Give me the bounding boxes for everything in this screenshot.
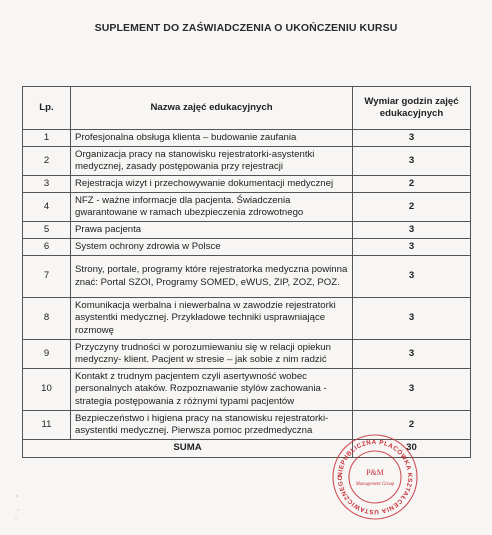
document-title: SUPLEMENT DO ZAŚWIADCZENIA O UKOŃCZENIU KURSU xyxy=(94,22,398,34)
course-name: Organizacja pracy na stanowisku rejestratorki-asystentki medycznej, zasady postępowania przy rejestracji xyxy=(71,147,353,176)
table-header-row xyxy=(23,87,471,130)
course-hours: 2 xyxy=(353,193,471,222)
stamp-center-subtitle: Management Group xyxy=(355,482,395,487)
course-hours: 3 xyxy=(353,222,471,239)
summary-value: 30 xyxy=(353,440,471,458)
course-hours: 3 xyxy=(353,298,471,340)
table-row xyxy=(23,176,471,193)
course-hours: 2 xyxy=(353,411,471,440)
row-number: 8 xyxy=(23,298,71,340)
course-name: Bezpieczeństwo i higiena pracy na stanowisku rejestratorki-asystentki medycznej. Pierwsza pomoc przedmedyczna xyxy=(71,411,353,440)
row-number: 6 xyxy=(23,239,71,256)
header-hours: Wymiar godzin zajęć edukacyjnych xyxy=(353,87,471,130)
course-hours: 3 xyxy=(353,369,471,411)
row-number: 11 xyxy=(23,411,71,440)
course-name: Kontakt z trudnym pacjentem czyli asertywność wobec personalnych ataków. Rozpoznawanie stylów zachowania - strategia postępowania z różnymi typami pacjentów xyxy=(71,369,353,411)
course-hours: 3 xyxy=(353,239,471,256)
course-name: Prawa pacjenta xyxy=(71,222,353,239)
table-row xyxy=(23,130,471,147)
table-row xyxy=(23,298,471,340)
header-lp: Lp. xyxy=(23,87,71,130)
course-name: Komunikacja werbalna i niewerbalna w zawodzie rejestratorki asystentki medycznej. Przykładowe techniki usprawniające rozmowę xyxy=(71,298,353,340)
row-number: 9 xyxy=(23,340,71,369)
courses-table xyxy=(22,86,471,458)
stamp-center-logo: P&M xyxy=(366,468,384,477)
stamp-inner-ring xyxy=(349,451,401,503)
table-row xyxy=(23,256,471,298)
scan-specks xyxy=(14,492,34,522)
course-hours: 2 xyxy=(353,176,471,193)
summary-label: SUMA xyxy=(23,440,353,458)
stamp-outer-ring xyxy=(333,435,417,519)
course-name: NFZ - ważne informacje dla pacjenta. Świadczenia gwarantowane w ramach ubezpieczenia zdrowotnego xyxy=(71,193,353,222)
row-number: 3 xyxy=(23,176,71,193)
course-name: Profesjonalna obsługa klienta – budowanie zaufania xyxy=(71,130,353,147)
table-row xyxy=(23,239,471,256)
course-hours: 3 xyxy=(353,130,471,147)
course-name: Rejestracja wizyt i przechowywanie dokumentacji medycznej xyxy=(71,176,353,193)
table-row xyxy=(23,222,471,239)
row-number: 10 xyxy=(23,369,71,411)
stamp-ring-text: NIEPUBLICZNA PLACÓWKA KSZTAŁCENIA USTAWICZNEGO xyxy=(336,438,414,516)
course-name: Przyczyny trudności w porozumiewaniu się w relacji opiekun medyczny- klient. Pacjent w stresie – jak sobie z nim radzić xyxy=(71,340,353,369)
row-number: 5 xyxy=(23,222,71,239)
institution-stamp xyxy=(330,432,420,522)
row-number: 1 xyxy=(23,130,71,147)
header-course-name: Nazwa zajęć edukacyjnych xyxy=(71,87,353,130)
course-hours: 3 xyxy=(353,256,471,298)
course-name: System ochrony zdrowia w Polsce xyxy=(71,239,353,256)
row-number: 2 xyxy=(23,147,71,176)
row-number: 4 xyxy=(23,193,71,222)
row-number: 7 xyxy=(23,256,71,298)
course-name: Strony, portale, programy które rejestratorka medyczna powinna znać: Portal SZOI, Programy SOMED, eWUS, ZIP, ZOZ, POZ. xyxy=(71,256,353,298)
table-row xyxy=(23,340,471,369)
table-row xyxy=(23,147,471,176)
table-row xyxy=(23,369,471,411)
course-hours: 3 xyxy=(353,340,471,369)
course-hours: 3 xyxy=(353,147,471,176)
table-row xyxy=(23,193,471,222)
